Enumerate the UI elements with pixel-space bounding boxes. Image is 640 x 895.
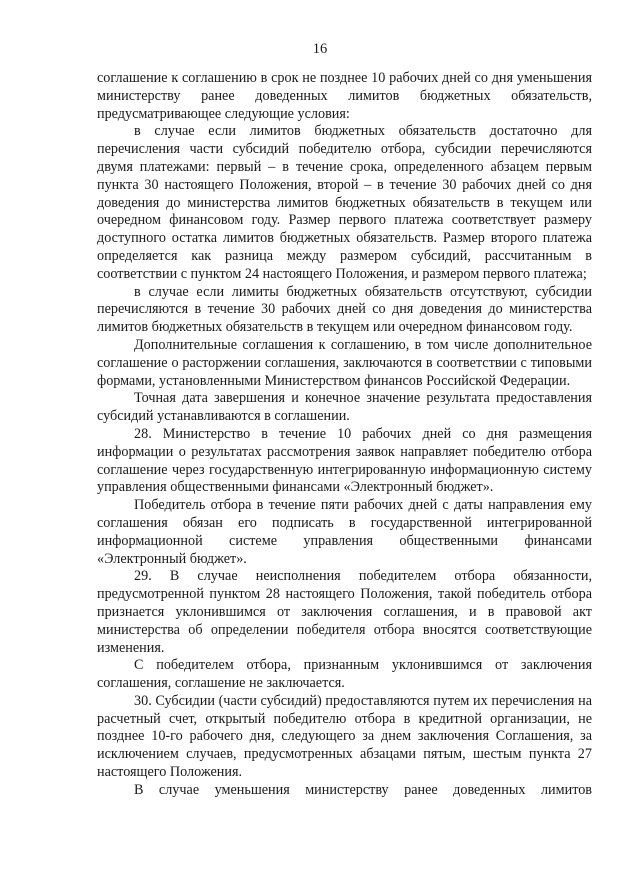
paragraph-item-29: 29. В случае неисполнения победителем отбора обязанности, предусмотренной пунктом 28 настоящего Положения, такой победитель отбора признается уклонившимся от заключения соглашения, и в правовой акт министерства об определении победителя отбора вносятся соответствующие изменения. — [97, 568, 592, 656]
paragraph-item-28: 28. Министерство в течение 10 рабочих дней со дня размещения информации о результатах рассмотрения заявок направляет победителю отбора соглашение через государственную интегрированную информационную систему управления общественными финансами «Электронный бюджет». — [97, 425, 592, 496]
page-number: 16 — [312, 41, 328, 57]
paragraph-continuation: соглашение к соглашению в срок не позднее 10 рабочих дней со дня уменьшения министерству ранее доведенных лимитов бюджетных обязательств, предусматривающее следующие условия: — [97, 70, 592, 122]
document-body — [97, 70, 592, 800]
paragraph-continues-next-page: В случае уменьшения министерству ранее доведенных лимитов — [134, 781, 592, 798]
paragraph: Дополнительные соглашения к соглашению, в том числе дополнительное соглашение о расторжении соглашения, заключаются в соответствии с типовыми формами, установленными Министерством финансов Российской Федерации. — [97, 336, 592, 389]
paragraph: Победитель отбора в течение пяти рабочих дней с даты направления ему соглашения обязан его подписать в государственной интегрированной информационной системе управления общественными финансами «Электронный бюджет». — [97, 497, 592, 567]
paragraph: Точная дата завершения и конечное значение результата предоставления субсидий устанавливаются в соглашении. — [97, 390, 592, 425]
paragraph: С победителем отбора, признанным уклонившимся от заключения соглашения, соглашение не заключается. — [97, 657, 592, 692]
paragraph: в случае если лимиты бюджетных обязательств отсутствуют, субсидии перечисляются в течение 30 рабочих дней со дня доведения до министерства лимитов бюджетных обязательств в текущем или очередном финансовом году. — [97, 283, 592, 336]
paragraph-item-30: 30. Субсидии (части субсидий) предоставляются путем их перечисления на расчетный счет, открытый победителю отбора в кредитной организации, не позднее 10-го рабочего дня, следующего за днем заключения Соглашения, за исключением случаев, предусмотренных абзацами пятым, шестым пункта 27 настоящего Положения. — [97, 692, 592, 781]
paragraph: в случае если лимитов бюджетных обязательств достаточно для перечисления части субсидий победителю отбора, субсидии перечисляются двумя платежами: первый – в течение срока, определенного абзацем первым пункта 30 настоящего Положения, второй – в течение 30 рабочих дней со дня доведения до министерства лимитов бюджетных обязательств в текущем или очередном финансовом году. Размер первого платежа соответствует размеру доступного остатка лимитов бюджетных обязательств. Размер второго платежа определяется как разница между размером субсидий, рассчитанным в соответствии с пунктом 24 настоящего Положения, и размером первого платежа; — [97, 123, 592, 282]
